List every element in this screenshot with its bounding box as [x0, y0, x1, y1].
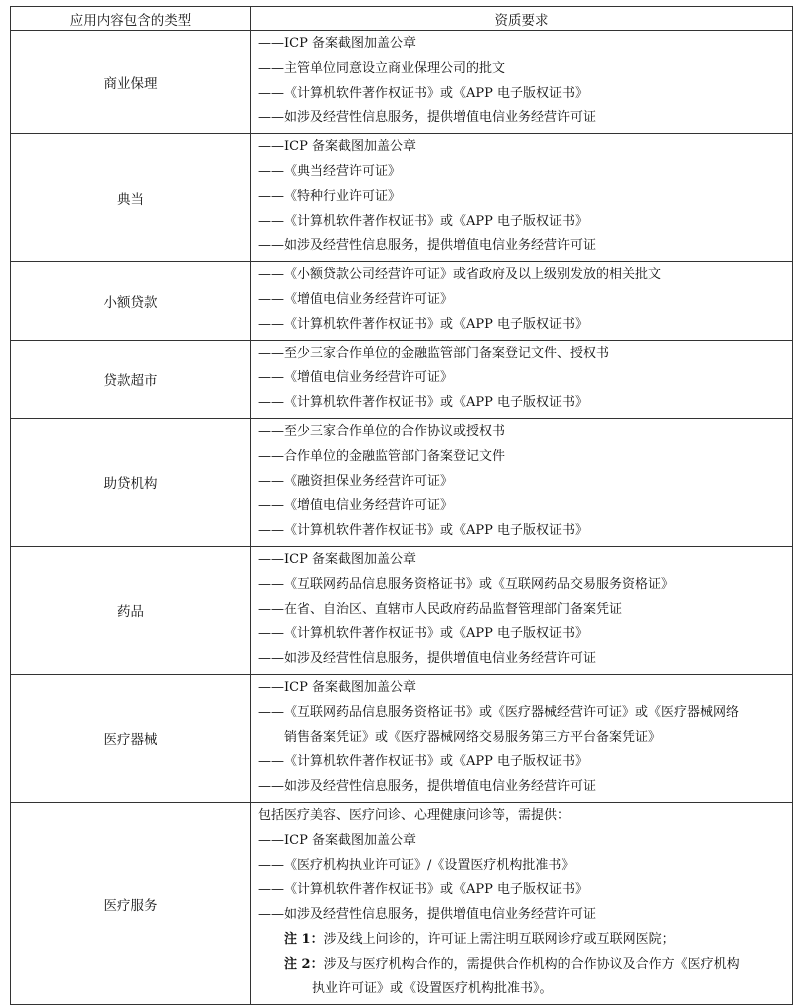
requirement-text: ——如涉及经营性信息服务，提供增值电信业务经营许可证 [258, 779, 597, 795]
requirement-line [258, 234, 792, 259]
requirement-line [258, 391, 792, 416]
requirement-line [258, 878, 792, 903]
requirement-text: ——《小额贷款公司经营许可证》或省政府及以上级别发放的相关批文 [258, 267, 662, 283]
qualification-table [10, 6, 793, 1005]
requirement-text: 执业许可证》或《设置医疗机构批准书》。 [312, 981, 553, 997]
requirement-text: ——《计算机软件著作权证书》或《APP 电子版权证书》 [258, 85, 589, 101]
requirement-line [258, 573, 792, 598]
content-type-cell: 医疗器械 [11, 674, 251, 802]
requirement-line [258, 470, 792, 495]
table-row [11, 802, 793, 1004]
requirement-line [258, 106, 792, 131]
requirement-line [258, 726, 792, 751]
requirement-text: ——《融资担保业务经营许可证》 [258, 473, 454, 489]
requirement-text: ——《互联网药品信息服务资格证书》或《医疗器械经营许可证》或《医疗器械网络 [258, 704, 740, 720]
requirement-note [258, 928, 792, 953]
requirement-text: ——至少三家合作单位的金融监管部门备案登记文件、授权书 [258, 345, 610, 361]
requirements-cell [251, 262, 793, 340]
requirement-text: ——ICP 备案截图加盖公章 [258, 139, 416, 155]
requirement-line [258, 622, 792, 647]
content-type-cell: 医疗服务 [11, 802, 251, 1004]
requirement-text: ——《医疗机构执业许可证》/《设置医疗机构批准书》 [258, 857, 575, 873]
requirement-text: 包括医疗美容、医疗问诊、心理健康问诊等，需提供： [258, 807, 571, 823]
requirement-text: ——《增值电信业务经营许可证》 [258, 370, 454, 386]
requirement-text: ——《计算机软件著作权证书》或《APP 电子版权证书》 [258, 395, 589, 411]
requirement-line [258, 804, 792, 829]
requirement-text: ——《典当经营许可证》 [258, 163, 402, 179]
table-body [11, 31, 793, 1005]
content-type-cell: 药品 [11, 546, 251, 674]
requirement-text: ——《计算机软件著作权证书》或《APP 电子版权证书》 [258, 523, 589, 539]
table-row [11, 262, 793, 340]
requirement-line [258, 263, 792, 288]
requirement-text: 涉及与医疗机构合作的，需提供合作机构的合作协议及合作方《医疗机构 [323, 956, 740, 972]
table-header-row [11, 7, 793, 31]
requirement-line [258, 82, 792, 107]
header-content-type: 应用内容包含的类型 [11, 7, 251, 31]
requirement-line [258, 185, 792, 210]
content-type-cell: 助贷机构 [11, 418, 251, 546]
requirement-text: ——主管单位同意设立商业保理公司的批文 [258, 60, 506, 76]
note-label: 注 1： [284, 931, 324, 947]
table-row [11, 134, 793, 262]
requirement-line [258, 598, 792, 623]
requirement-line [258, 519, 792, 544]
content-type-cell: 小额贷款 [11, 262, 251, 340]
requirement-line [258, 420, 792, 445]
requirement-line [258, 701, 792, 726]
requirement-text: ——在省、自治区、直辖市人民政府药品监督管理部门备案凭证 [258, 601, 623, 617]
requirement-line [258, 750, 792, 775]
requirement-line [258, 854, 792, 879]
requirement-line [258, 494, 792, 519]
requirement-text: ——如涉及经营性信息服务，提供增值电信业务经营许可证 [258, 907, 597, 923]
requirement-line [258, 313, 792, 338]
requirement-line [258, 160, 792, 185]
requirement-line [258, 342, 792, 367]
table-row [11, 340, 793, 418]
requirement-line [258, 32, 792, 57]
requirements-cell [251, 674, 793, 802]
requirement-line [258, 135, 792, 160]
requirement-line [258, 57, 792, 82]
requirement-text: ——如涉及经营性信息服务，提供增值电信业务经营许可证 [258, 110, 597, 126]
requirement-text: ——《计算机软件著作权证书》或《APP 电子版权证书》 [258, 213, 589, 229]
requirements-cell [251, 546, 793, 674]
requirement-line [258, 548, 792, 573]
requirement-text: ——《增值电信业务经营许可证》 [258, 291, 454, 307]
requirement-text: ——ICP 备案截图加盖公章 [258, 551, 416, 567]
requirement-text: ——ICP 备案截图加盖公章 [258, 36, 416, 51]
requirement-line [258, 366, 792, 391]
requirement-text: ——《特种行业许可证》 [258, 188, 402, 204]
requirements-cell [251, 31, 793, 134]
content-type-cell: 贷款超市 [11, 340, 251, 418]
requirement-text: ——《计算机软件著作权证书》或《APP 电子版权证书》 [258, 316, 589, 332]
requirement-text: ——《互联网药品信息服务资格证书》或《互联网药品交易服务资格证》 [258, 576, 675, 592]
requirements-cell [251, 340, 793, 418]
requirement-text: ——如涉及经营性信息服务，提供增值电信业务经营许可证 [258, 651, 597, 667]
requirement-text: ——ICP 备案截图加盖公章 [258, 679, 416, 695]
requirement-line [258, 647, 792, 672]
requirement-line [258, 775, 792, 800]
requirement-text: 涉及线上问诊的，许可证上需注明互联网诊疗或互联网医院； [323, 931, 675, 947]
requirements-cell [251, 134, 793, 262]
requirement-text: ——《计算机软件著作权证书》或《APP 电子版权证书》 [258, 882, 589, 898]
requirement-text: ——合作单位的金融监管部门备案登记文件 [258, 448, 506, 464]
requirement-note [258, 953, 792, 978]
requirement-text: ——《增值电信业务经营许可证》 [258, 498, 454, 514]
requirement-line [258, 210, 792, 235]
table-row [11, 546, 793, 674]
requirement-line [258, 676, 792, 701]
note-label: 注 2： [284, 956, 324, 972]
requirement-text: ——《计算机软件著作权证书》或《APP 电子版权证书》 [258, 754, 589, 770]
requirement-line [258, 288, 792, 313]
requirements-cell [251, 418, 793, 546]
header-qualification-requirements: 资质要求 [251, 7, 793, 31]
requirement-line [258, 977, 792, 1002]
requirement-text: 销售备案凭证》或《医疗器械网络交易服务第三方平台备案凭证》 [284, 729, 662, 745]
content-type-cell: 商业保理 [11, 31, 251, 134]
table-row [11, 418, 793, 546]
requirement-line [258, 445, 792, 470]
requirements-cell [251, 802, 793, 1004]
requirement-text: ——ICP 备案截图加盖公章 [258, 832, 416, 848]
requirement-line [258, 829, 792, 854]
requirement-text: ——至少三家合作单位的合作协议或授权书 [258, 423, 506, 439]
requirement-line [258, 903, 792, 928]
requirement-text: ——如涉及经营性信息服务，提供增值电信业务经营许可证 [258, 238, 597, 254]
requirement-text: ——《计算机软件著作权证书》或《APP 电子版权证书》 [258, 626, 589, 642]
table-row [11, 31, 793, 134]
table-row [11, 674, 793, 802]
content-type-cell: 典当 [11, 134, 251, 262]
